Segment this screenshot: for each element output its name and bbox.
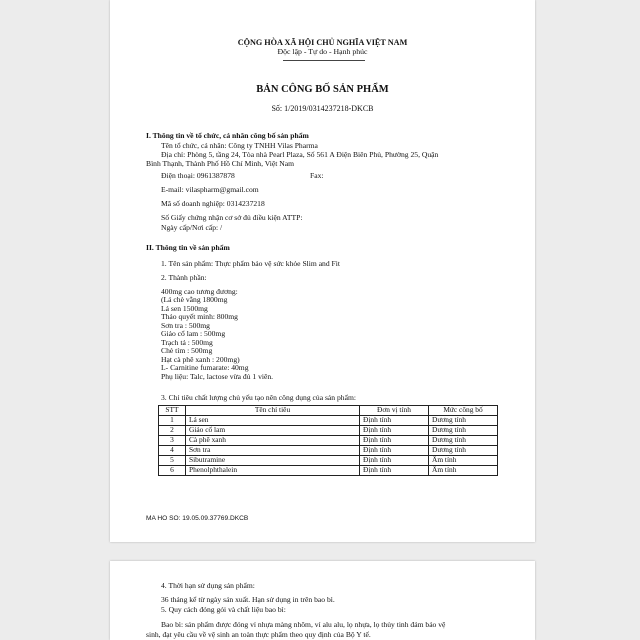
composition-line: Hạt cà phê xanh : 200mg) — [161, 355, 240, 364]
cell-level: Dương tính — [429, 426, 498, 436]
composition-line: Phụ liệu: Talc, lactose vừa đủ 1 viên. — [161, 372, 274, 381]
section-1-heading: I. Thông tin về tổ chức, cá nhân công bố sản phẩm — [146, 131, 309, 140]
org-name: Tên tổ chức, cá nhân: Công ty TNHH Vilas Pharma — [161, 141, 318, 150]
motto: Độc lập - Tự do - Hạnh phúc — [277, 47, 368, 56]
cell-stt: 4 — [159, 446, 186, 456]
packaging-heading: 5. Quy cách đóng gói và chất liệu bao bì: — [161, 605, 286, 614]
cell-criterion: Sơn tra — [186, 446, 360, 456]
col-header-unit: Đơn vị tính — [360, 406, 429, 416]
section-2-heading: II. Thông tin về sản phẩm — [146, 243, 230, 252]
email: E-mail: vilaspharm@gmail.com — [161, 185, 259, 194]
cell-unit: Định tính — [360, 416, 429, 426]
composition-line: (Lá chè vằng 1800mg — [161, 295, 228, 304]
composition-line: Lá sen 1500mg — [161, 304, 208, 313]
address-line-2: Bình Thạnh, Thành Phố Hồ Chí Minh, Việt Nam — [146, 159, 295, 168]
cell-stt: 6 — [159, 466, 186, 476]
shelf-life-heading: 4. Thời hạn sử dụng sản phẩm: — [161, 581, 255, 590]
country-header: CỘNG HÒA XÃ HỘI CHỦ NGHĨA VIỆT NAM — [237, 38, 408, 47]
composition-line: Giảo cổ lam : 500mg — [161, 329, 226, 338]
cell-criterion: Lá sen — [186, 416, 360, 426]
product-name: 1. Tên sản phẩm: Thực phẩm bảo vệ sức khỏe Slim and Fit — [161, 259, 340, 268]
composition-line: L- Carnitine fumarate: 40mg — [161, 363, 249, 372]
table-row — [159, 426, 498, 436]
table-row — [159, 446, 498, 456]
col-header-level: Mức công bố — [429, 406, 498, 416]
cell-level: Dương tính — [429, 436, 498, 446]
cell-stt: 1 — [159, 416, 186, 426]
cell-criterion: Cà phê xanh — [186, 436, 360, 446]
composition-line: Sơn tra : 500mg — [161, 321, 210, 330]
header-divider — [283, 60, 365, 61]
document-number: Số: 1/2019/0314237218-DKCB — [271, 104, 374, 113]
tax-code: Mã số doanh nghiệp: 0314237218 — [161, 199, 265, 208]
composition-line: Thảo quyết minh: 800mg — [161, 312, 238, 321]
document-title: BẢN CÔNG BỐ SẢN PHẨM — [256, 84, 389, 95]
composition-line: 400mg cao tương đương: — [161, 287, 238, 296]
cell-stt: 3 — [159, 436, 186, 446]
col-header-criterion: Tên chỉ tiêu — [186, 406, 360, 416]
cell-stt: 5 — [159, 456, 186, 466]
document-page-2 — [110, 561, 535, 640]
cell-criterion: Sibutramine — [186, 456, 360, 466]
fax: Fax: — [310, 171, 324, 180]
table-header-row — [159, 406, 498, 416]
cell-unit: Định tính — [360, 456, 429, 466]
packaging-text-1: Bao bì: sản phẩm được đóng vỉ nhựa màng nhôm, vỉ alu alu, lọ nhựa, lọ thủy tinh đảm bảo vệ — [161, 620, 446, 629]
cell-level: Dương tính — [429, 416, 498, 426]
phone: Điện thoại: 0961387878 — [161, 171, 235, 180]
cert-date: Ngày cấp/Nơi cấp: / — [161, 223, 223, 232]
cell-unit: Định tính — [360, 446, 429, 456]
quality-heading: 3. Chỉ tiêu chất lượng chủ yếu tạo nên công dụng của sản phẩm: — [161, 393, 356, 402]
table-row — [159, 466, 498, 476]
cell-criterion: Phenolphthalein — [186, 466, 360, 476]
record-code: MA HO SO: 19.05.09.37769.DKCB — [146, 515, 249, 522]
col-header-stt: STT — [159, 406, 186, 416]
address-line-1: Địa chỉ: Phòng 5, tầng 24, Tòa nhà Pearl Plaza, Số 561 A Điện Biên Phủ, Phường 25, Quận — [161, 150, 439, 159]
cell-level: Âm tính — [429, 466, 498, 476]
composition-line: Chè tím : 500mg — [161, 346, 213, 355]
shelf-life-text: 36 tháng kể từ ngày sản xuất. Hạn sử dụng in trên bao bì. — [161, 595, 335, 604]
food-safety-cert: Số Giấy chứng nhận cơ sở đủ điều kiện ATTP: — [161, 213, 303, 222]
table-row — [159, 416, 498, 426]
cell-level: Âm tính — [429, 456, 498, 466]
cell-unit: Định tính — [360, 436, 429, 446]
cell-unit: Định tính — [360, 466, 429, 476]
composition-line: Trạch tả : 500mg — [161, 338, 213, 347]
packaging-text-2: sinh, đạt yêu cầu về vệ sinh an toàn thực phẩm theo quy định của Bộ Y tế. — [146, 630, 371, 639]
document-page-1 — [110, 0, 535, 542]
cell-criterion: Giảo cổ lam — [186, 426, 360, 436]
cell-unit: Định tính — [360, 426, 429, 436]
composition-heading: 2. Thành phần: — [161, 273, 207, 282]
quality-table — [158, 405, 498, 476]
cell-stt: 2 — [159, 426, 186, 436]
table-row — [159, 456, 498, 466]
cell-level: Dương tính — [429, 446, 498, 456]
table-row — [159, 436, 498, 446]
